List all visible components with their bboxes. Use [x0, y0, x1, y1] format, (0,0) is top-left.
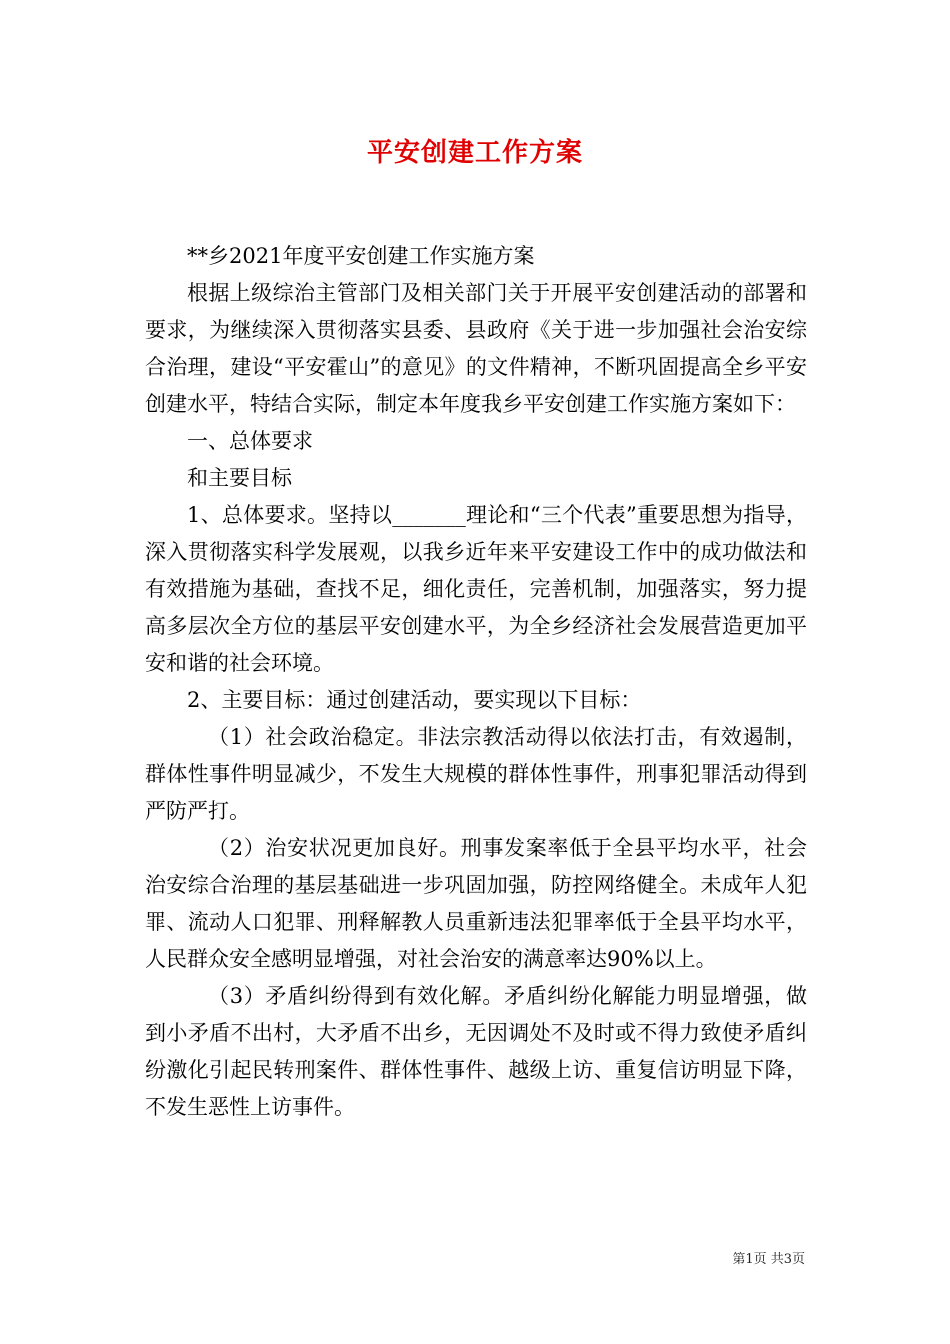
paragraph-goal-1: （1）社会政治稳定。非法宗教活动得以依法打击，有效遏制，群体性事件明显减少，不发生大规模的群体性事件，刑事犯罪活动得到严防严打。	[145, 725, 807, 823]
paragraph-intro: 根据上级综治主管部门及相关部门关于开展平安创建活动的部署和要求，为继续深入贯彻落实县委、县政府《关于进一步加强社会治安综合治理，建设“平安霍山”的意见》的文件精神，不断巩固提高全乡平安创建水平，特结合实际，制定本年度我乡平安创建工作实施方案如下：	[145, 281, 807, 416]
document-title: 平安创建工作方案	[366, 138, 583, 168]
paragraph-general-requirements: 1、总体要求。坚持以_______理论和“三个代表”重要思想为指导，深入贯彻落实科学发展观，以我乡近年来平安建设工作中的成功做法和有效措施为基础，查找不足，细化责任，完善机制，加强落实，努力提高多层次全方位的基层平安创建水平，为全乡经济社会发展营造更加平安和谐的社会环境。	[145, 503, 807, 675]
document-body	[145, 238, 807, 1126]
section-heading: 一、总体要求	[187, 429, 313, 453]
page-number: 第1页 共3页	[732, 1252, 805, 1267]
paragraph-goal-2: （2）治安状况更加良好。刑事发案率低于全县平均水平，社会治安综合治理的基层基础进一步巩固加强，防控网络健全。未成年人犯罪、流动人口犯罪、刑释解教人员重新违法犯罪率低于全县平均水平，人民群众安全感明显增强，对社会治安的满意率达90%以上。	[145, 836, 807, 971]
paragraph-subtitle: **乡2021年度平安创建工作实施方案	[187, 244, 535, 268]
section-heading-cont: 和主要目标	[187, 466, 292, 490]
paragraph-main-goals: 2、主要目标：通过创建活动，要实现以下目标：	[187, 688, 642, 712]
paragraph-goal-3: （3）矛盾纠纷得到有效化解。矛盾纠纷化解能力明显增强，做到小矛盾不出村，大矛盾不出乡，无因调处不及时或不得力致使矛盾纠纷激化引起民转刑案件、群体性事件、越级上访、重复信访明显下降，不发生恶性上访事件。	[145, 984, 807, 1119]
